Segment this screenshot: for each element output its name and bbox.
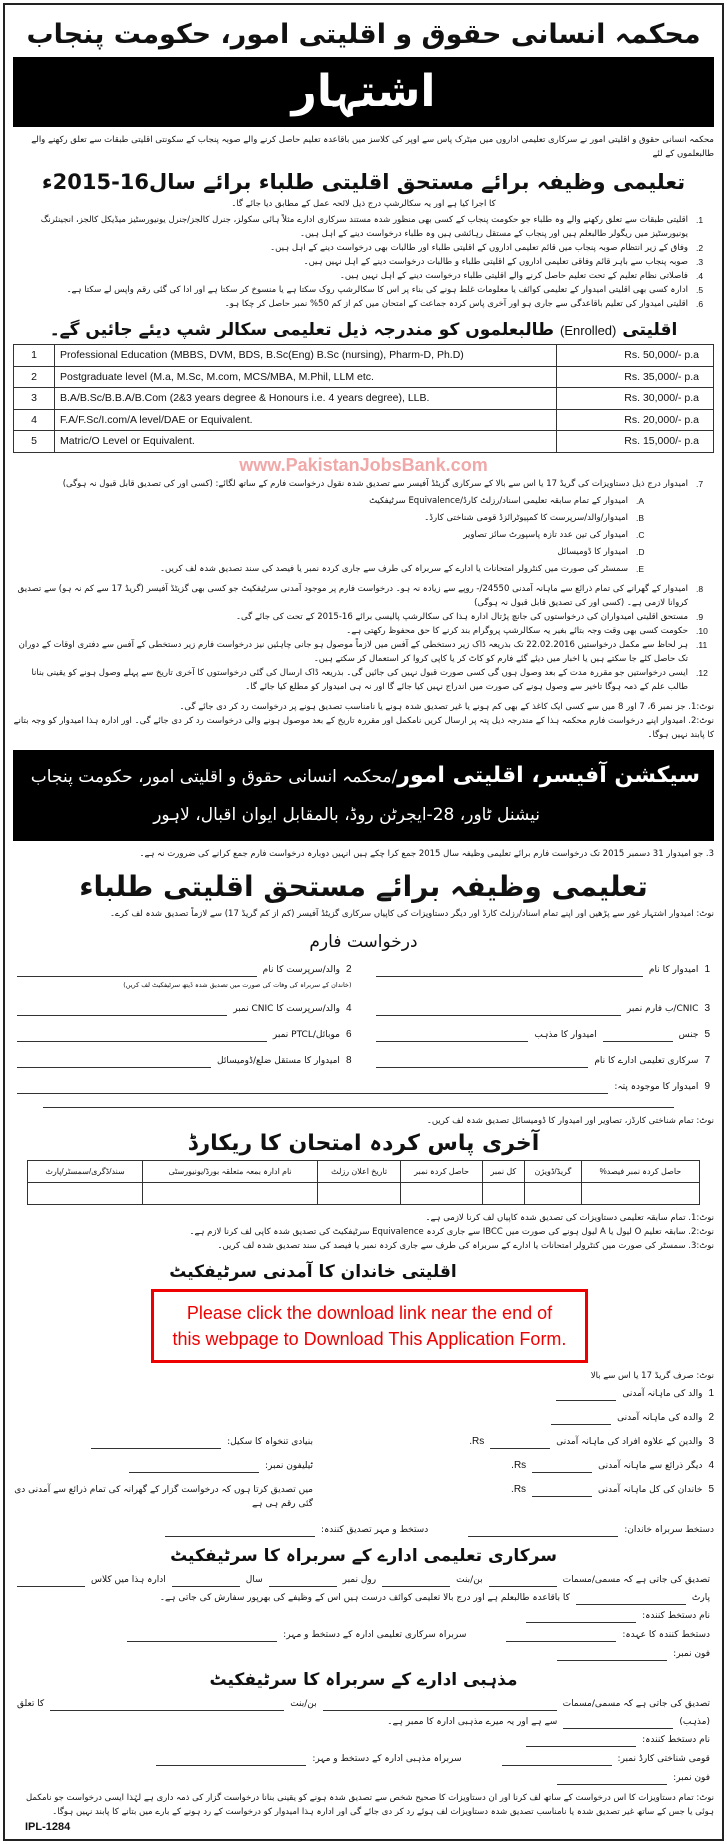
income-row: [333, 1411, 714, 1425]
note-3: 3. جو امیدوار 31 دسمبر 2015 تک درخواست فارم برائے تعلیمی وظیفہ سال 2015 جمع کرا چکے ہیں انہیں دوبارہ درخواست فارم جمع کرانے کی ضرورت نہ ہے۔: [139, 848, 714, 859]
table-cell[interactable]: [524, 1182, 581, 1204]
item-text: صوبہ پنجاب سے باہر قائم وفاقی تعلیمی اداروں کے اقلیتی طلباء و طالبات درخواست دینے کے اہل نہیں ہیں۔: [303, 257, 688, 267]
table-row: [14, 366, 714, 388]
form-field: [17, 1080, 710, 1094]
form-field: [376, 963, 711, 977]
cert-line: [13, 1715, 714, 1729]
field-label: سربراہ مذہبی ادارہ کے دستخط و مہر:: [312, 1753, 462, 1764]
input-line[interactable]: [17, 1084, 608, 1094]
form-field: [17, 1054, 352, 1068]
cert-text: (مذہب): [679, 1716, 710, 1727]
list-item: [13, 624, 714, 638]
row-label: خاندان کی کل ماہانہ آمدنی: [598, 1484, 703, 1495]
input-line[interactable]: [557, 1775, 667, 1785]
row-number: 4: [708, 1459, 714, 1471]
head-signature: [156, 1752, 461, 1766]
input-line[interactable]: [172, 1577, 240, 1587]
list-item: [13, 269, 714, 283]
table-row: [14, 345, 714, 367]
table-row: [28, 1182, 700, 1204]
cert-text: بن/بنت: [456, 1574, 483, 1585]
table-cell[interactable]: [28, 1182, 143, 1204]
cert-field: [506, 1609, 710, 1623]
input-line[interactable]: [468, 1527, 618, 1537]
scholarship-table: [13, 344, 714, 453]
rules-8-12: [13, 582, 714, 694]
scholarship-amount: Rs. 35,000/- p.a: [557, 366, 714, 388]
field-label: نام دستخط کنندہ:: [642, 1734, 710, 1745]
item-text: فاصلاتی نظام تعلیم کے تحت تعلیم حاصل کرنے والے اقلیتی طلباء درخواست دینے کے اہل نہیں ہیں۔: [339, 271, 688, 281]
row-number: 1: [708, 1387, 714, 1399]
item-text: اقلیتی طبقات سے تعلق رکھنے والے وہ طلباء جو حکومت پنجاب کے کسی بھی منظور شدہ مستند سرکاری ادارے مثلاً ہائی سکولز، جنرل کالجز/جنرل یونیورسٹیز میڈیکل کالجز، انجینئرنگ یونیورسٹیز میں ریگولر طالبعلم ہیں اور پنجاب کے مستقل رہائشی ہیں وہ طلباء درخواست دینے کے اہل ہیں۔: [40, 215, 688, 239]
input-line[interactable]: [382, 1577, 450, 1587]
currency: Rs.: [511, 1483, 527, 1495]
footer-note: نوٹ: تمام دستاویزات کا اس درخواست کے ساتھ لف کرنا اور ان دستاویزات کا صحیح شخص سے تصدیق شدہ ہونے کو یقینی بنانا درخواست گزار کی ذمہ داری ہے لہٰذا ایسی درخواست جو نامکمل ہوئی یا جس کے ساتھ غیر تصدیق شدہ یا نامناسب تصدیق شدہ دستاویزات لف ہوئے رد کر دی جائے گی اور ادارہ ہذا امیدوار کو درخواست کے رد ہونے کے بارے میں بتانے کا پابند نہیں ہوگا۔: [25, 1792, 714, 1817]
input-line[interactable]: [551, 1415, 611, 1425]
ad-code: IPL-1284: [25, 1820, 71, 1833]
download-notice: [151, 1289, 588, 1363]
item-number: 11.: [696, 639, 708, 650]
item-number: 12.: [696, 667, 708, 678]
field-label: میں تصدیق کرتا ہوں کہ درخواست گزار کے گھرانہ کی تمام ذرائع سے آمدنی دی گئی رقم ہی ہے: [14, 1484, 313, 1509]
head-signature: [468, 1523, 714, 1537]
item-text: امیدوار کی تین عدد تازہ پاسپورٹ سائز تصاویر: [463, 529, 628, 540]
income-row: [333, 1459, 714, 1473]
cert-field-column: [506, 1609, 710, 1661]
item-text: امیدوار کے گھرانے کی تمام ذرائع سے ماہانہ آمدنی 24550/- روپے سے زیادہ نہ ہو۔ درخواست فارم پر موجود آمدنی سرٹیفکیٹ جو کسی بھی گزیٹڈ آفیسر (گریڈ 17 سے کم نہ ہو) سے تصدیق کروانا لازمی ہے۔ (کسی اور کی تصدیق قابل قبول نہ ہوگی): [17, 583, 688, 608]
note: نوٹ:2. سابقہ تعلیم O لیول یا A لیول ہونے کی صورت میں IBCC سے جاری کردہ Equivalence سرٹیفکیٹ کی تصدیق شدہ کاپی لف کرنا لازم ہے۔: [189, 1226, 714, 1237]
item-number: 6.: [696, 299, 704, 309]
row-number: 3: [708, 1435, 714, 1447]
field-label: جنس: [678, 1029, 699, 1040]
input-line[interactable]: [129, 1463, 259, 1473]
item-number: C.: [636, 529, 645, 540]
note: نوٹ:3. سمسٹر کی صورت میں کنٹرولر امتحانات یا ادارے کے سربراہ کی طرف سے جاری کردہ نمبر یا فیصد کی سند تصدیق شدہ لف کریں۔: [217, 1240, 714, 1251]
form-fields: [13, 963, 714, 1094]
address-line: نیشنل ٹاور، 28-ایجرٹن روڈ، بالمقابل ایوان اقبال، لاہور: [153, 804, 540, 825]
field-label: والد/سرپرست کا نام: [262, 964, 340, 975]
cert-fields: [13, 1609, 714, 1661]
record-title: آخری پاس کردہ امتحان کا ریکارڈ: [187, 1130, 540, 1156]
scholarship-amount: Rs. 30,000/- p.a: [557, 388, 714, 410]
item-number: D.: [636, 546, 645, 557]
input-line[interactable]: [556, 1391, 616, 1401]
field-label: امیدوار کا مذہب: [534, 1029, 597, 1040]
input-line[interactable]: [376, 1058, 589, 1068]
input-line[interactable]: [576, 1595, 686, 1605]
list-item: [13, 582, 714, 610]
input-line[interactable]: [502, 1756, 612, 1766]
list-item: [13, 477, 714, 491]
watermark: www.PakistanJobsBank.com: [239, 454, 488, 475]
scholarship-subtitle: تعلیمی وظیفہ برائے مستحق اقلیتی طلباء برائے سال16-2015ء: [41, 170, 686, 194]
exam-record-table: [27, 1160, 700, 1205]
item-number: 8.: [696, 583, 704, 594]
field-label: نام دستخط کنندہ:: [642, 1610, 710, 1621]
list-item: [13, 213, 714, 241]
input-line[interactable]: [376, 967, 643, 977]
table-cell[interactable]: [401, 1182, 483, 1204]
rel-cert-title: مذہبی ادارے کے سربراہ کا سرٹیفکیٹ: [209, 1669, 518, 1690]
cert-text: تصدیق کی جاتی ہے کہ مسمی/مسمات: [562, 1698, 710, 1709]
list-item: [13, 255, 714, 269]
input-line[interactable]: [490, 1439, 550, 1449]
form-field: [17, 963, 352, 977]
field-label: ٹیلیفون نمبر:: [264, 1460, 313, 1471]
input-line[interactable]: [532, 1463, 592, 1473]
heading-enrolled: (Enrolled): [560, 323, 617, 338]
field-label: دستخط کنندہ کا عہدہ:: [622, 1629, 710, 1640]
input-line[interactable]: [532, 1487, 592, 1497]
item-number: A.: [636, 495, 645, 506]
field-label: سربراہ سرکاری تعلیمی ادارہ کے دستخط و مہر:: [283, 1629, 467, 1640]
item-number: 10.: [696, 625, 708, 636]
intro-text: محکمہ انسانی حقوق و اقلیتی امور نے سرکاری تعلیمی اداروں میں میٹرک پاس سے اوپر کی کلاسز میں باقاعدہ تعلیم حاصل کرنے والے صوبہ پنجاب کے سکونتی اقلیتی طبقات سے تعلق رکھنے والے طالبعلموں کے لئے: [31, 135, 714, 159]
row-label: والدین کے علاوہ افراد کی ماہانہ آمدنی: [556, 1436, 703, 1447]
scholarship-amount: Rs. 15,000/- p.a: [557, 431, 714, 453]
education-level: Matric/O Level or Equivalent.: [55, 431, 557, 453]
input-line[interactable]: [17, 967, 257, 977]
table-row: [14, 431, 714, 453]
gov-cert-title: سرکاری تعلیمی ادارے کے سربراہ کا سرٹیفکیٹ: [170, 1545, 557, 1566]
item-number: 1.: [696, 215, 704, 225]
table-cell[interactable]: [482, 1182, 524, 1204]
input-line[interactable]: [17, 1058, 211, 1068]
note: نوٹ:2. امیدوار اپنے درخواست فارم محکمہ ہذا کے مندرجہ ذیل پتہ پر ارسال کریں نامکمل اور مقررہ تاریخ کے بعد موصول ہونے والی درخواست رد کر دی جائے گی۔ اور ادارہ ہذا امیدوار کو وجہ بتانے کا پابند نہیں ہوگا۔: [13, 715, 714, 740]
input-line[interactable]: [156, 1756, 306, 1766]
input-line[interactable]: [50, 1701, 284, 1711]
address-box: [13, 750, 714, 841]
notice-line: this webpage to Download This Application Form.: [172, 1328, 567, 1349]
input-line[interactable]: [526, 1613, 636, 1623]
item-text: امیدوار کے تمام سابقہ تعلیمی اسناد/رزلٹ کارڈ/Equivalence سرٹیفکیٹ: [369, 495, 628, 506]
form-heading: درخواست فارم: [309, 931, 418, 952]
item-number: 5.: [696, 285, 704, 295]
section-officer: سیکشن آفیسر، اقلیتی امور: [397, 762, 700, 788]
item-number: 7.: [696, 478, 704, 489]
item-text: حکومت کسی بھی وقت وجہ بتائے بغیر یہ سکالرشپ پروگرام بند کرنے کا حق محفوظ رکھتی ہے۔: [346, 625, 688, 636]
list-item: [13, 297, 714, 311]
input-line[interactable]: [17, 1006, 227, 1016]
item-text: وفاق کے زیر انتظام صوبہ پنجاب میں قائم تعلیمی اداروں کے اقلیتی طلباء اور طالبات بھی درخواست دینے کے اہل ہیں۔: [270, 243, 688, 253]
education-level: Professional Education (MBBS, DVM, BDS, B.Sc(Eng) B.Sc (nursing), Pharm-D, Ph.D): [55, 345, 557, 367]
gov-certificate: [13, 1573, 714, 1661]
advertisement-banner: اشتہار: [13, 57, 714, 127]
row-number: 3: [14, 388, 55, 410]
cert-line: [13, 1591, 714, 1605]
form-field: [376, 1002, 711, 1016]
cert-field: [506, 1647, 710, 1661]
table-cell[interactable]: [143, 1182, 318, 1204]
field-label: فون نمبر:: [673, 1648, 710, 1659]
field-label: امیدوار کا مستقل ضلع/ڈومیسائل: [217, 1055, 340, 1066]
field-label: امیدوار کا نام: [648, 964, 699, 975]
input-line[interactable]: [376, 1006, 621, 1016]
list-item: [13, 545, 654, 559]
item-number: 9.: [696, 611, 704, 622]
row-number: 2: [708, 1411, 714, 1423]
column-header: حاصل کردہ نمبر فیصد%: [581, 1160, 699, 1182]
note: نوٹ:1. جز نمبر 6، 7 اور 8 میں سے کسی ایک کاغذ کے بھی کم ہونے یا غیر تصدیق شدہ ہونے یا نامناسب تصدیق ہونے پر درخواست رد کر دی جائے گی۔: [179, 701, 714, 712]
table-row: [14, 409, 714, 431]
form-field: [376, 1028, 711, 1042]
input-line[interactable]: [376, 1032, 529, 1042]
field-number: 5: [704, 1028, 710, 1040]
income-rows: [333, 1387, 714, 1511]
ad-frame: [3, 3, 724, 1841]
item-text: امیدوار کا ڈومیسائل: [557, 546, 628, 557]
column-header: سند/ڈگری/سمسٹر/پارٹ: [28, 1160, 143, 1182]
input-line[interactable]: [489, 1577, 557, 1587]
income-side-field: [13, 1483, 313, 1511]
field-number: 7: [704, 1054, 710, 1066]
income-signatures: [13, 1523, 714, 1537]
input-line[interactable]: [603, 1032, 673, 1042]
input-line[interactable]: [557, 1651, 667, 1661]
cert-line: [13, 1697, 714, 1711]
heading-part: طالبعلموں کو مندرجہ ذیل تعلیمی سکالر شپ دیئے جائیں گے۔: [49, 320, 555, 340]
row-label: دیگر ذرائع سے ماہانہ آمدنی: [598, 1460, 703, 1471]
item-number: E.: [636, 563, 645, 574]
field-label: والد/سرپرست کا CNIC نمبر: [233, 1003, 340, 1014]
cert-field: [506, 1628, 710, 1642]
item-number: 3.: [696, 257, 704, 267]
cert-text: رول نمبر: [342, 1574, 377, 1585]
income-section: [13, 1387, 714, 1511]
form-note-after: نوٹ: تمام شناختی کارڈز، تصاویر اور امیدوار کا ڈومیسائل تصدیق شدہ لف کریں۔: [426, 1115, 714, 1126]
notes-top: [13, 700, 714, 742]
list-item: [13, 241, 714, 255]
department: /محکمہ انسانی حقوق و اقلیتی امور، حکومت پنجاب: [30, 766, 398, 787]
scholarship-amount: Rs. 20,000/- p.a: [557, 409, 714, 431]
field-label: موبائل/PTCL نمبر: [272, 1029, 340, 1040]
form-field: [17, 1028, 352, 1042]
guardian-hint: (خاندان کے سربراہ کی وفات کی صورت میں تصدیق شدہ ڈیتھ سرٹیفکیٹ لف کریں): [123, 980, 352, 989]
cert-text: ادارہ ہذا میں کلاس: [91, 1574, 166, 1585]
row-number: 5: [708, 1483, 714, 1495]
input-line[interactable]: [91, 1439, 221, 1449]
religious-certificate: [13, 1697, 714, 1785]
input-line[interactable]: [563, 1719, 673, 1729]
income-row: [333, 1435, 714, 1449]
income-side-field: [13, 1459, 313, 1473]
form-note: نوٹ: امیدوار اشتہار غور سے پڑھیں اور اپنے تمام اسناد/رزلٹ کارڈ اور دیگر دستاویزات کی کاپیاں سرکاری گزیٹڈ آفیسر (کم از کم گریڈ 17) سے لازماً تصدیق شدہ لف کرے۔: [110, 908, 714, 919]
income-side-field: [13, 1435, 313, 1449]
list-item: [13, 511, 654, 525]
label: دستخط و مہر تصدیق کنندہ:: [320, 1524, 429, 1535]
cert-field: [502, 1752, 710, 1766]
department-title: محکمہ انسانی حقوق و اقلیتی امور، حکومت پنجاب: [26, 19, 701, 50]
education-level: B.A/B.Sc/B.B.A/B.Com (2&3 years degree & Honours i.e. 4 years degree), LLB.: [55, 388, 557, 410]
form-field: [17, 1002, 352, 1016]
field-label: بنیادی تنخواہ کا سکیل:: [227, 1436, 313, 1447]
item-text: امیدوار درج ذیل دستاویزات کی گریڈ 17 یا اس سے بالا کے سرکاری گزیٹڈ آفیسر سے تصدیق شدہ نقول درخواست فارم کے ساتھ لگائے: (کسی اور کی تصدیق قابل قبول نہ ہوگی): [62, 478, 688, 489]
form-field: [376, 1054, 711, 1068]
currency: Rs.: [511, 1459, 527, 1471]
item-text: ایسی درخواستیں جو مقررہ مدت کے بعد وصول ہوں گی کسی صورت قبول نہیں کی جائیں گی۔ بذریعہ ڈاک ارسال کی گئی درخواستوں کا آخری تاریخ سے پہلے وصول ہونے کو یقینی بنانا طالب علم کے ذمہ ہوگا تاخیر سے وصول ہونے کی صورت میں اندراج نہیں کیا جائے گا اور نہ ہی امیدوار کو مطلع کیا جائے گا۔: [31, 667, 688, 692]
cert-fields: [13, 1733, 714, 1785]
field-label: فون نمبر:: [673, 1772, 710, 1783]
subtitle-line: کا اجرا کیا ہے اور یہ سکالرشپ درج ذیل لائحہ عمل کے مطابق دیا جائے گا۔: [231, 199, 496, 209]
cert-text: تصدیق کی جاتی ہے کہ مسمی/مسمات: [562, 1574, 710, 1585]
table-row: [14, 388, 714, 410]
list-item: [13, 283, 714, 297]
scholarship-heading: [13, 317, 714, 344]
income-title: اقلیتی خاندان کا آمدنی سرٹیفکیٹ: [169, 1261, 457, 1282]
row-number: 1: [14, 345, 55, 367]
item-text: اقلیتی امیدوار کی تعلیم باقاعدگی سے جاری ہو اور آخری پاس کردہ جماعت کے امتحان میں کم از کم 50% نمبر حاصل کر چکا ہو۔: [224, 299, 688, 309]
table-cell[interactable]: [581, 1182, 699, 1204]
input-line[interactable]: [17, 1032, 267, 1042]
field-label: CNIC/ب فارم نمبر: [626, 1003, 699, 1014]
field-label: امیدوار کا موجودہ پتہ:: [614, 1081, 699, 1092]
row-label: والدہ کی ماہانہ آمدنی: [617, 1412, 703, 1423]
item-number: B.: [636, 512, 645, 523]
field-label: سرکاری تعلیمی ادارے کا نام: [594, 1055, 699, 1066]
column-header: نام ادارہ بمعہ متعلقہ بورڈ/یونیورسٹی: [143, 1160, 318, 1182]
list-item: [13, 666, 714, 694]
row-number: 5: [14, 431, 55, 453]
input-line[interactable]: [323, 1701, 557, 1711]
table-cell[interactable]: [318, 1182, 401, 1204]
cert-line: [13, 1573, 714, 1587]
input-line[interactable]: [526, 1737, 636, 1747]
list-item: [13, 528, 654, 542]
address-line-2[interactable]: [43, 1094, 674, 1108]
cert-field-column: [502, 1733, 710, 1785]
label: دستخط سربراہ خاندان:: [624, 1524, 714, 1535]
column-header: حاصل کردہ نمبر: [401, 1160, 483, 1182]
list-item: [13, 638, 714, 666]
row-number: 2: [14, 366, 55, 388]
input-line[interactable]: [269, 1577, 337, 1587]
item-text: ادارہ کسی بھی اقلیتی امیدوار کے تعلیمی کوائف یا معلومات غلط ہونے کی بناء پر اس کا سکالرشپ روک سکتا ہے یا منسوخ کر سکتا ہے اور ادا کی گئی رقم واپس لے سکتا ہے۔: [66, 285, 688, 295]
field-number: 6: [345, 1028, 352, 1040]
education-level: F.A/F.Sc/I.com/A level/DAE or Equivalent.: [55, 409, 557, 431]
input-line[interactable]: [17, 1577, 85, 1587]
field-number: 1: [704, 963, 710, 975]
item-number: 4.: [696, 271, 704, 281]
cert-text: سال: [245, 1574, 263, 1585]
table-header: [28, 1160, 700, 1182]
column-header: گریڈ/ڈویژن: [524, 1160, 581, 1182]
income-row: [333, 1387, 714, 1401]
field-number: 2: [345, 963, 352, 975]
field-number: 3: [704, 1002, 710, 1014]
list-item: [13, 494, 654, 508]
item-text: امیدوار/والد/سرپرست کا کمپیوٹرائزڈ قومی شناختی کارڈ۔: [424, 512, 628, 523]
heading-part: اقلیتی: [622, 320, 678, 340]
item-text: مستحق اقلیتی امیدواران کی درخواستوں کی جانچ پڑتال ادارہ ہذا کی سکالرشپ پالیسی برائے 16-2015 کے تحت کی جائے گی۔: [236, 611, 688, 622]
head-signature: [127, 1628, 466, 1642]
verifier-signature: [165, 1523, 428, 1537]
field-number: 9: [704, 1080, 710, 1092]
row-label: والد کی ماہانہ آمدنی: [622, 1388, 703, 1399]
column-header: تاریخ اعلان رزلٹ: [318, 1160, 401, 1182]
row-number: 4: [14, 409, 55, 431]
cert-text: کا باقاعدہ طالبعلم ہے اور درج بالا تعلیمی کوائف درست ہیں اس کے وظیفے کی بھرپور سفارش کی جاتی ہے۔: [159, 1592, 570, 1603]
input-line[interactable]: [165, 1527, 315, 1537]
currency: Rs.: [469, 1435, 485, 1447]
item-number: 2.: [696, 243, 704, 253]
notice-line: Please click the download link near the end of: [186, 1302, 553, 1323]
income-side: [13, 1387, 313, 1511]
item-text: ہر لحاظ سے مکمل درخواستیں 22.02.2016 تک بذریعہ ڈاک زیر دستخطی کے آفس میں لازماً موصول ہو جانی چاہئیں نیز درخواست فارم زیر دستخطی کے آفس سے دفتری اوقات کے دوران تک حاصل کئے جا سکتے ہیں یا اخبار میں دیئے گئے فارم کو کاٹ کر یا کاپی کروا کر استعمال کر سکتے ہیں۔: [18, 639, 688, 664]
education-level: Postgraduate level (M.a, M.Sc, M.com, MCS/MBA, M.Phil, LLM etc.: [55, 366, 557, 388]
input-line[interactable]: [127, 1632, 277, 1642]
input-line[interactable]: [506, 1632, 616, 1642]
note: نوٹ:1. تمام سابقہ تعلیمی دستاویزات کی تصدیق شدہ کاپیاں لف کرنا لازمی ہے۔: [425, 1212, 714, 1223]
list-item: [13, 610, 714, 624]
field-number: 4: [345, 1002, 352, 1014]
cert-text: سے ہے اور یہ میرے مذہبی ادارہ کا ممبر ہے۔: [387, 1716, 558, 1727]
record-notes: [13, 1211, 714, 1253]
eligibility-rules: [13, 213, 714, 311]
item-text: سمسٹر کی صورت میں کنٹرولر امتحانات یا ادارے کے سربراہ کی طرف سے جاری کردہ نمبر یا فیصد کی سند تصدیق شدہ لف کریں۔: [160, 563, 628, 574]
cert-text: بن/بنت: [290, 1698, 317, 1709]
scholarship-amount: Rs. 50,000/- p.a: [557, 345, 714, 367]
field-number: 8: [345, 1054, 352, 1066]
cert-field: [502, 1733, 710, 1747]
form-title: تعلیمی وظیفہ برائے مستحق اقلیتی طلباء: [79, 869, 648, 903]
income-row: [333, 1483, 714, 1497]
rule-7: [13, 477, 714, 576]
cert-field: [502, 1771, 710, 1785]
list-item: [13, 562, 654, 576]
column-header: کل نمبر: [482, 1160, 524, 1182]
cert-text: پارٹ: [691, 1592, 710, 1603]
field-label: قومی شناختی کارڈ نمبر:: [617, 1753, 710, 1764]
cert-text: کا تعلق: [17, 1698, 45, 1709]
income-note: نوٹ: صرف گریڈ 17 یا اس سے بالا: [590, 1370, 714, 1381]
